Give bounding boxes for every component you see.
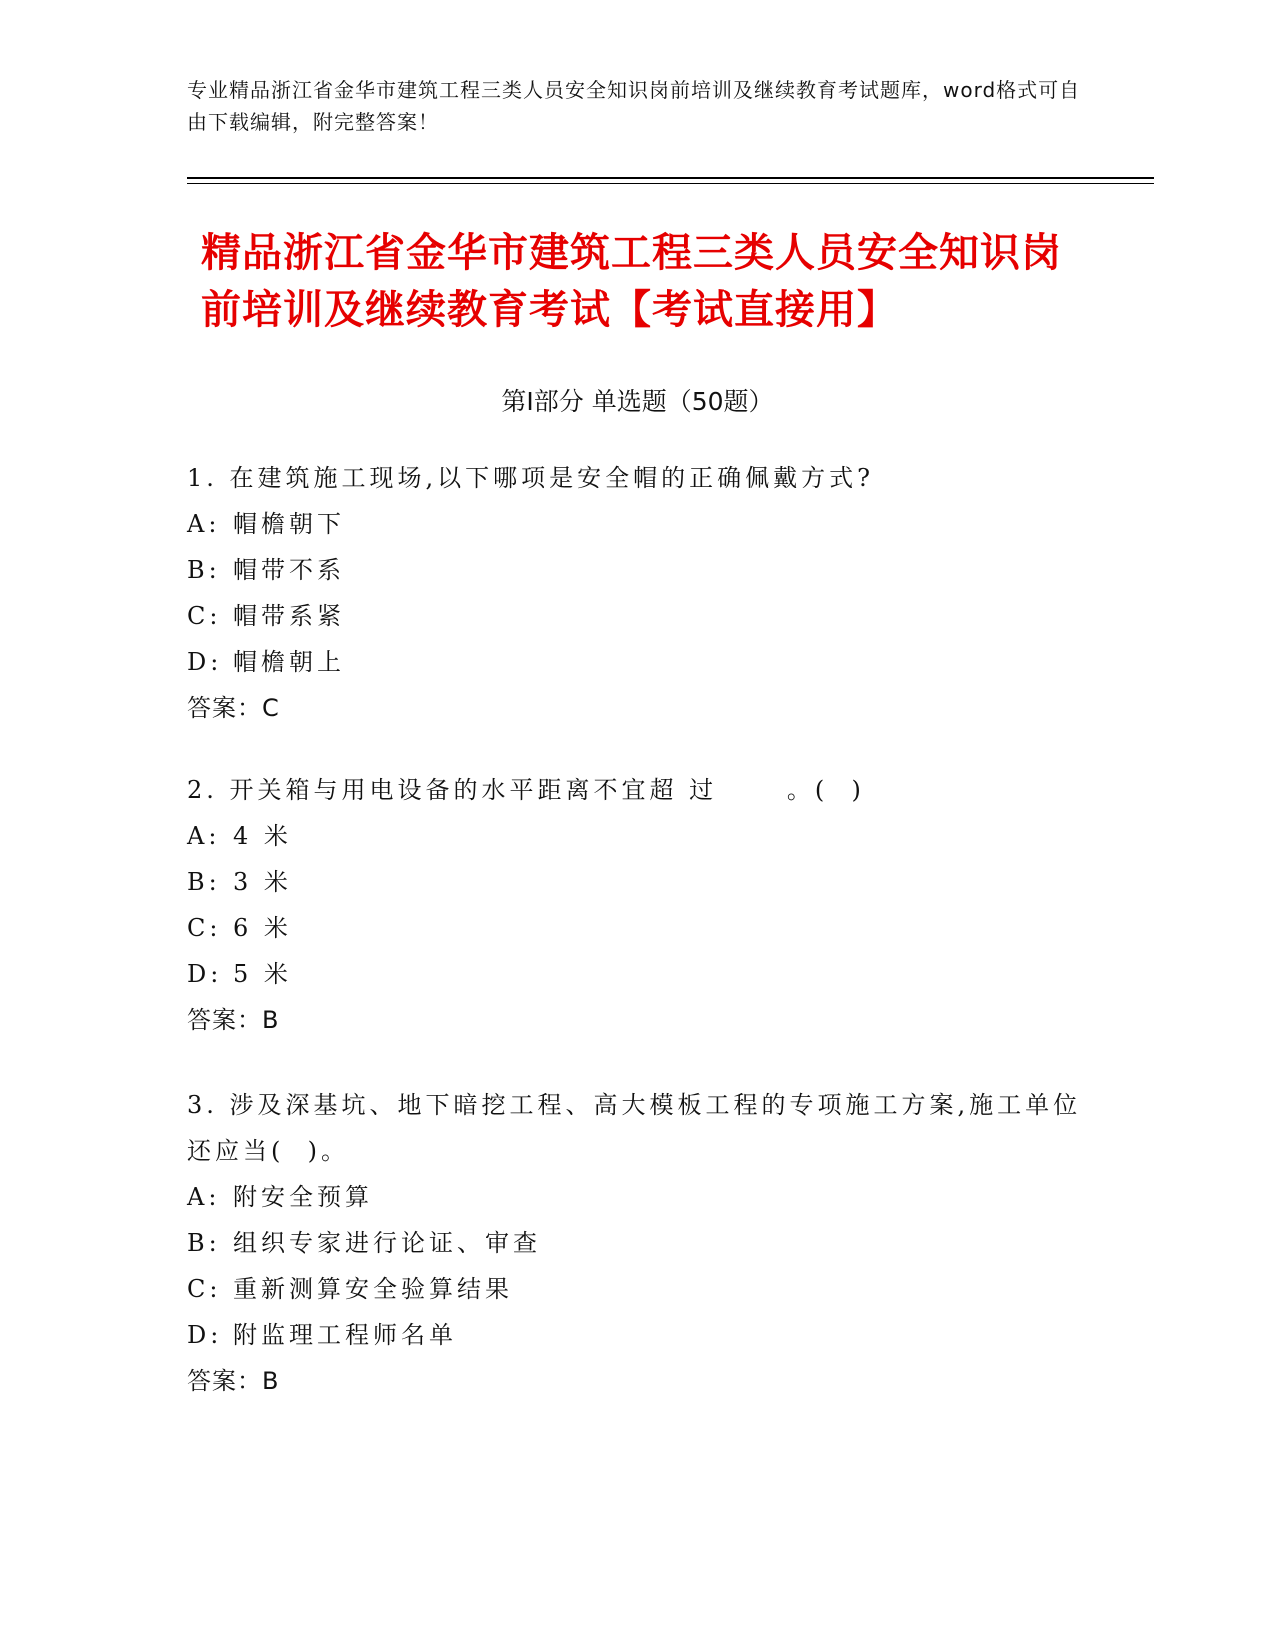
header-divider-thick (187, 177, 1154, 179)
section-heading: 第Ⅰ部分 单选题（50题） (501, 387, 774, 416)
option-d (187, 951, 1087, 997)
option-text: 3 米 (233, 868, 292, 896)
header-divider-thin (187, 183, 1154, 184)
option-c (187, 905, 1087, 951)
option-letter: B: (187, 868, 221, 896)
option-text: 帽檐朝上 (233, 648, 345, 676)
question-3 (187, 1082, 1087, 1404)
option-a (187, 813, 1087, 859)
option-letter: D: (187, 1321, 223, 1349)
question-stem: 3. 涉及深基坑、地下暗挖工程、高大模板工程的专项施工方案,施工单位还应当( )。 (187, 1091, 1082, 1165)
option-text: 附安全预算 (233, 1183, 373, 1211)
answer-value: C (262, 694, 280, 722)
option-letter: A: (187, 822, 221, 850)
option-text: 重新测算安全验算结果 (233, 1275, 513, 1303)
question-stem: 1. 在建筑施工现场,以下哪项是安全帽的正确佩戴方式? (187, 464, 875, 492)
option-text: 附监理工程师名单 (233, 1321, 457, 1349)
answer-line (187, 997, 1087, 1043)
option-letter: D: (187, 648, 223, 676)
answer-label: 答案： (187, 1367, 262, 1395)
option-letter: B: (187, 1229, 221, 1257)
option-a (187, 1174, 1087, 1220)
option-text: 4 米 (233, 822, 292, 850)
question-stem: 2. 开关箱与用电设备的水平距离不宜超 过 。( ) (187, 776, 865, 804)
option-b (187, 547, 1087, 593)
question-1 (187, 455, 1087, 731)
question-2 (187, 767, 1087, 1043)
option-letter: D: (187, 960, 223, 988)
option-text: 5 米 (233, 960, 292, 988)
answer-line (187, 1358, 1087, 1404)
option-d (187, 639, 1087, 685)
option-text: 组织专家进行论证、审查 (233, 1229, 541, 1257)
answer-value: B (262, 1006, 280, 1034)
option-text: 帽檐朝下 (233, 510, 345, 538)
option-b (187, 859, 1087, 905)
answer-label: 答案： (187, 1006, 262, 1034)
option-b (187, 1220, 1087, 1266)
option-letter: B: (187, 556, 221, 584)
option-letter: A: (187, 510, 221, 538)
answer-line (187, 685, 1087, 731)
option-c (187, 593, 1087, 639)
option-a (187, 501, 1087, 547)
option-letter: C: (187, 1275, 222, 1303)
header-note: 专业精品浙江省金华市建筑工程三类人员安全知识岗前培训及继续教育考试题库，word格式可自由下载编辑，附完整答案！ (187, 78, 1081, 134)
option-letter: A: (187, 1183, 221, 1211)
answer-value: B (262, 1367, 280, 1395)
option-text: 帽带不系 (233, 556, 345, 584)
option-letter: C: (187, 914, 222, 942)
answer-label: 答案： (187, 694, 262, 722)
option-d (187, 1312, 1087, 1358)
document-title: 精品浙江省金华市建筑工程三类人员安全知识岗前培训及继续教育考试【考试直接用】 (201, 230, 1062, 333)
option-letter: C: (187, 602, 222, 630)
option-text: 6 米 (233, 914, 292, 942)
option-c (187, 1266, 1087, 1312)
option-text: 帽带系紧 (233, 602, 345, 630)
